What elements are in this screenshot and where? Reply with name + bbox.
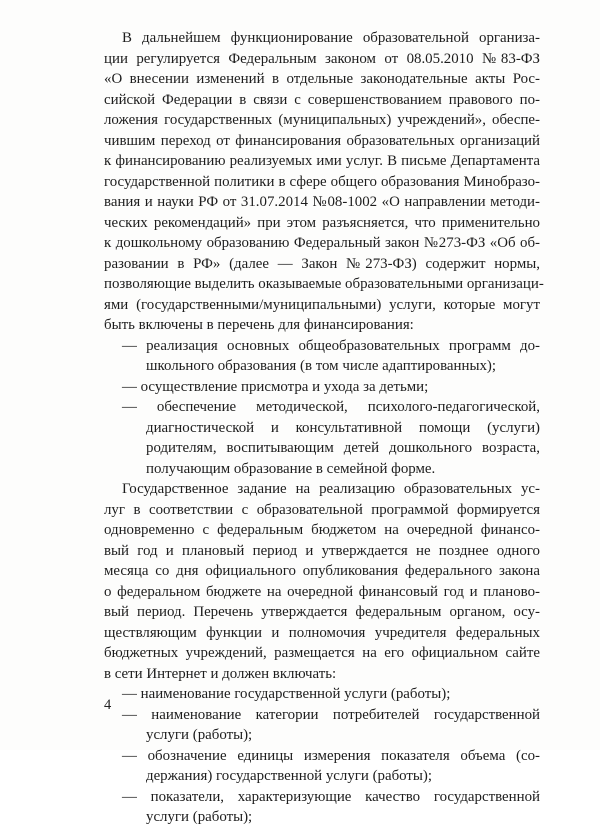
text-line: — обеспечение методической, психолого-педагогической, [122,399,540,415]
page-number: 4 [104,697,112,713]
text-line: бюджетных учреждений, размещается на его официальном сайте [104,645,540,661]
text-line: Государственное задание на реализацию образовательных ус- [122,481,540,497]
text-line: ческих рекомендаций» при этом разъясняется, что применительно [104,214,540,231]
text-line: — наименование категории потребителей государственной [122,706,540,723]
text-line: сийской Федерации в связи с совершенствованием правового по- [104,91,540,108]
text-line: — наименование государственной услуги (работы); [122,686,451,702]
text-line: — реализация основных общеобразовательных программ до- [122,337,540,354]
text-line: вания и науки РФ от 31.07.2014 №08-1002 «О направлении методи- [104,194,540,210]
text-line: к финансированию реализуемых ими услуг. В письме Департамента [104,153,540,169]
text-line: получающим образование в семейной форме. [146,460,436,477]
text-line: к дошкольному образованию Федеральный закон №273-ФЗ «Об об- [104,235,540,251]
text-line: ции регулируется Федеральным законом от 08.05.2010 №83-ФЗ [104,50,540,67]
text-line: быть включены в перечень для финансирования: [104,317,414,333]
text-line: ществляющим функции и полномочия учредителя федеральных [104,624,540,641]
text-line: держания) государственной услуги (работы); [146,768,433,784]
text-line: родителям, воспитывающим детей дошкольного возраста, [146,440,540,456]
text-line: услуги (работы); [146,727,253,743]
text-line: ложения государственных (муниципальных) учреждений», обеспе- [104,112,540,128]
text-line: вый период. Перечень утверждается федеральным органом, осу- [104,604,540,620]
text-line: В дальнейшем функционирование образовательной организа- [122,30,540,46]
text-line: государственной политики в сфере общего образования Минобразо- [104,173,540,190]
text-line: «О внесении изменений в отдельные законодательные акты Рос- [104,71,540,87]
text-line: диагностической и консультативной помощи (услуги) [146,419,540,436]
text-line: — показатели, характеризующие качество государственной [122,788,540,805]
text-line: — осуществление присмотра и ухода за детьми; [122,378,429,395]
text-line: ями (государственными/муниципальными) услуги, которые могут [104,296,540,313]
body-text [104,28,544,828]
text-line: о федеральном бюджете на очередной финансовый год и планово- [104,583,540,600]
text-line: в сети Интернет и должен включать: [104,665,337,682]
text-line: школьного образования (в том числе адаптированных); [146,358,497,374]
text-line: чившим переход от финансирования образовательных организаций [104,132,540,149]
text-line: позволяющие выделить оказываемые образовательными организаци- [104,276,544,292]
text-line: одновременно с федеральным бюджетом на очередной финансо- [104,522,540,538]
text-line: вый год и плановый период и утверждается не позднее одного [104,542,540,559]
text-line: услуги (работы); [146,809,253,825]
text-line: месяца со дня официального опубликования федерального закона [104,563,540,579]
text-line: луг в соответствии с образовательной программой формируется [104,501,540,518]
text-line: разовании в РФ» (далее — Закон №273-ФЗ) содержит нормы, [104,255,540,272]
text-line: — обозначение единицы измерения показателя объема (со- [122,747,540,764]
